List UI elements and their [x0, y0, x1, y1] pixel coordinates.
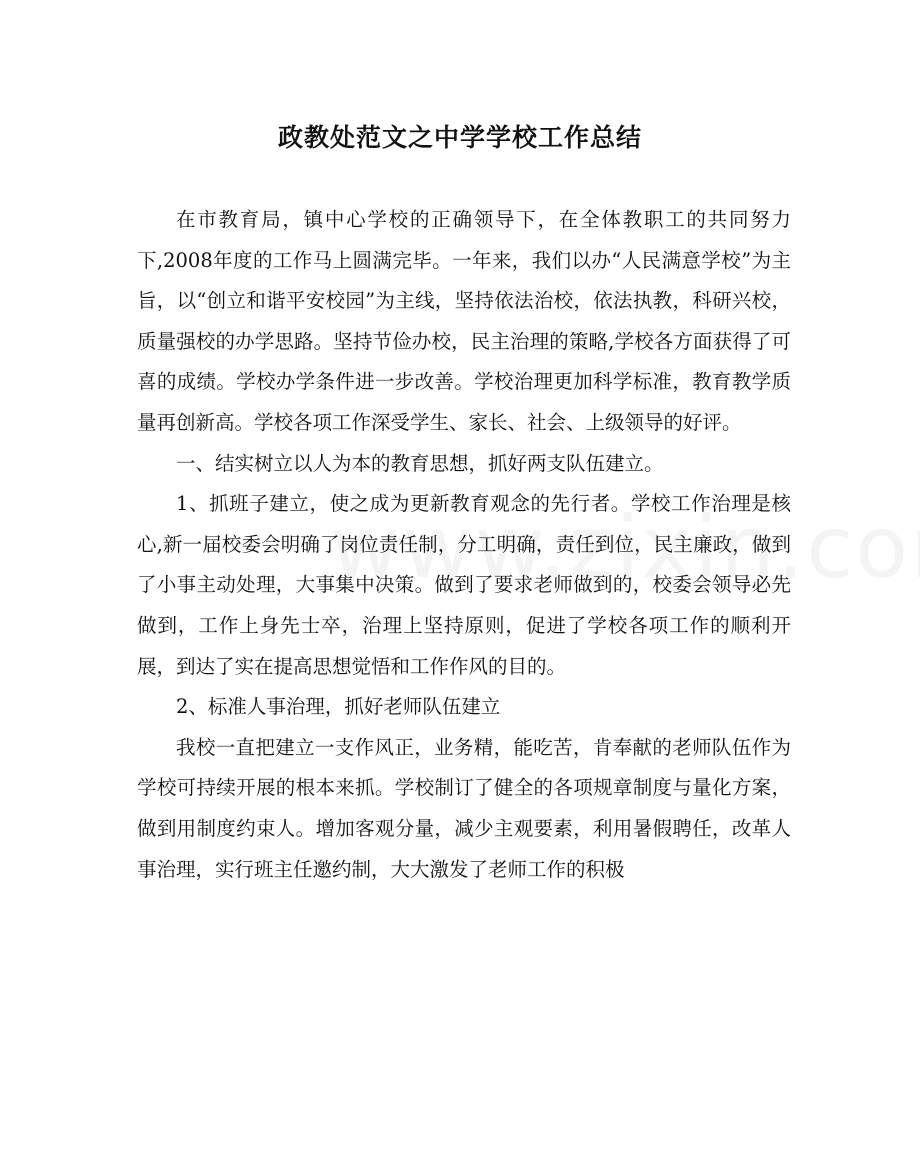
document-body — [137, 200, 791, 890]
paragraph-1-2: 我校一直把建立一支作风正，业务精，能吃苦，肯奉献的老师队伍作为学校可持续开展的根本来抓。学校制订了健全的各项规章制度与量化方案，做到用制度约束人。增加客观分量，减少主观要素，利用暑假聘任，改革人事治理，实行班主任邀约制，大大激发了老师工作的积极 — [137, 735, 791, 881]
document-title: 政教处范文之中学学校工作总结 — [277, 123, 642, 152]
section-heading-1-2: 2、标准人事治理，抓好老师队伍建立 — [176, 695, 501, 719]
paragraph-intro: 在市教育局，镇中心学校的正确领导下，在全体教职工的共同努力下,2008年度的工作马上圆满完毕。一年来，我们以办“人民满意学校”为主旨，以“创立和谐平安校园”为主线，坚持依法治校，依法执教，科研兴校，质量强校的办学思路。坚持节俭办校，民主治理的策略,学校各方面获得了可喜的成绩。学校办学条件进一步改善。学校治理更加科学标准，教育教学质量再创新高。学校各项工作深受学生、家长、社会、上级领导的好评。 — [137, 208, 791, 434]
section-heading-1: 一、结实树立以人为本的教育思想，抓好两支队伍建立。 — [176, 451, 664, 475]
paragraph-1-1: 1、抓班子建立，使之成为更新教育观念的先行者。学校工作治理是核心,新一届校委会明确了岗位责任制，分工明确，责任到位，民主廉政，做到了小事主动处理，大事集中决策。做到了要求老师做到的，校委会领导必先做到，工作上身先士卒，治理上坚持原则，促进了学校各项工作的顺利开展，到达了实在提高思想觉悟和工作作风的目的。 — [137, 492, 791, 678]
